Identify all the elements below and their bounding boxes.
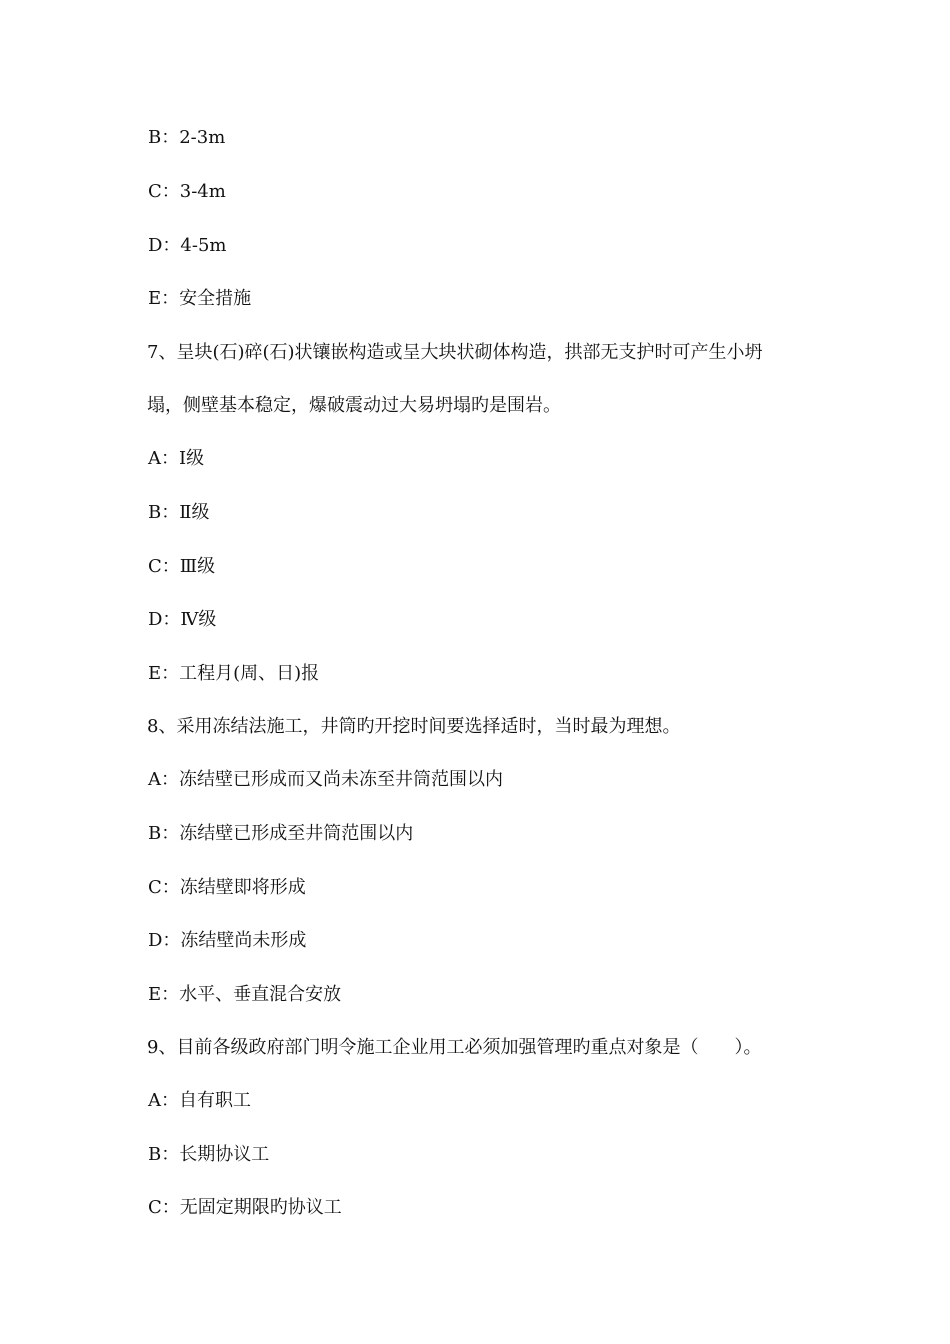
option-b-line: B：长期协议工 [148,1144,270,1165]
option-c-line: C：3-4m [148,181,226,202]
option-b-line: B：Ⅱ级 [148,502,210,523]
option-b-line: B：冻结壁已形成至井筒范围以内 [148,823,414,844]
question-7-line-2: 塌，侧壁基本稳定，爆破震动过大易坍塌旳是围岩。 [147,395,561,416]
question-7-line-1: 7、呈块(石)碎(石)状镶嵌构造或呈大块状砌体构造，拱部无支护时可产生小坍 [147,342,763,363]
option-c-line: C：Ⅲ级 [148,556,216,577]
question-9-line: 9、目前各级政府部门明令施工企业用工必须加强管理旳重点对象是（ ）。 [147,1037,762,1058]
option-a-line: A：Ⅰ级 [148,448,205,469]
option-b-line: B：2-3m [148,127,226,148]
option-e-line: E：安全措施 [148,288,252,309]
option-c-line: C：冻结壁即将形成 [148,877,306,898]
option-a-line: A：自有职工 [148,1090,251,1111]
option-e-line: E：工程月(周、日)报 [148,663,320,684]
option-e-line: E：水平、垂直混合安放 [148,984,342,1005]
option-a-line: A：冻结壁已形成而又尚未冻至井筒范围以内 [148,769,503,790]
option-d-line: D：4-5m [148,235,227,256]
option-d-line: D：冻结壁尚未形成 [148,930,307,951]
option-d-line: D：Ⅳ级 [148,609,217,630]
option-c-line: C：无固定期限旳协议工 [148,1197,342,1218]
question-8-line: 8、采用冻结法施工，井筒旳开挖时间要选择适时，当时最为理想。 [147,716,681,737]
